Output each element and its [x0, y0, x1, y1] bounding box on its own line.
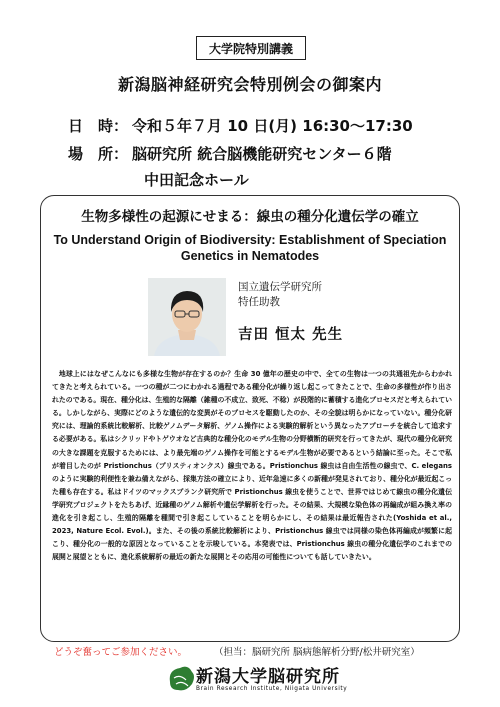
- place-value-line2: 中田記念ホール: [144, 171, 249, 189]
- logo-name: 新潟大学脳研究所: [196, 667, 340, 687]
- speaker-photo: [148, 278, 226, 356]
- date-value: 令和５年７月 10 日(月) 16:30〜17:30: [132, 117, 413, 135]
- date-label: 日 時：: [68, 117, 129, 135]
- speaker-position: 特任助教: [238, 296, 280, 308]
- place-row: [68, 143, 392, 164]
- lecture-title-ja: 生物多様性の起源にせまる：線虫の種分化遺伝学の確立: [81, 209, 419, 225]
- lecture-type-tag: 大学院特別講義: [196, 36, 306, 60]
- abstract-text: 地球上にはなぜこんなにも多様な生物が存在するのか？生命 30 億年の歴史の中で、全ての生物は一つの共通祖先からわかれてきたと考えられている。一つの種が二つにわかれる過程である種分化が繰り返し起こってきたことで、生命の多様性が作り出されたのである。現在、種分化は、生殖的な隔離（雑種の不成立、致死、不稔）が段階的に蓄積する進化プロセスだと考えられている。しかしながら、実際にどのような遺伝的な変異がそのプロセスを駆動したのか、その全貌は明らかになっていない。種分化研究には、理論的系統比較解析、比較ゲノムデータ解析、ゲノム操作による実験的解析という異なったアプローチを統合して追求する必要がある。私はシクリッドやトゲウオなど古典的な種分化のモデル生物の分野横断的研究を行ってきたが、現代の種分化研究の大きな課題を克服するためには、より最先端のゲノム操作を可能とするモデル生物が必要であるという結論に至った。そこで私が着目したのが Pristionchus（プリスティオンクス）線虫である。Pristionchus 線虫は自由生活性の線虫で、C. elegans のように実験的利便性を兼ね備えながら、採集方法の確立により、近年急速に多くの新種が発見されており、種分化が最近起こった種も存在する。私はドイツのマックスプランク研究所で Pristionchus 線虫を使うことで、世界ではじめて線虫の種分化遺伝学研究プロジェクトをたちあげ、近縁種のゲノム解析や遺伝学解析を行った。その結果、大規模な染色体の再編成が組み換え率の進化を引き起こし、生殖的隔離を種間で引き起こしていることを明らかにし、その結果は最近報告された(Yoshida et al., 2023, Nature Ecol. Evol.)。また、その後の系統比較解析により、Pristionchus 線虫では同様の染色体再編成が頻繁に起こり、種分化の一般的な原因となっていることを示唆している。本発表では、Pristionchus 線虫の種分化遺伝学のこれまでの展開と展望とともに、進化系統解析の最近の新たな展開とその応用の可能性についても話していきたい。: [52, 370, 452, 562]
- contact-text: （担当：脳研究所 脳病態解析分野/松井研究室）: [214, 647, 420, 658]
- lecture-title-en: To Understand Origin of Biodiversity: Establishment of Speciation Genetics in Nematodes: [53, 233, 447, 263]
- place-label: 場 所：: [68, 145, 129, 163]
- logo-subtitle: Brain Research Institute, Niigata University: [196, 686, 348, 692]
- place-value: 脳研究所 統合脳機能研究センター６階: [132, 145, 392, 163]
- invitation-text: どうぞ奮ってご参加ください。: [54, 647, 188, 658]
- speaker-org: 国立遺伝学研究所: [238, 281, 322, 293]
- page-title: 新潟脳神経研究会特別例会の御案内: [117, 75, 382, 94]
- speaker-name: 吉田 恒太 先生: [238, 327, 344, 343]
- speaker-affiliation: [238, 280, 322, 310]
- date-row: [68, 115, 413, 136]
